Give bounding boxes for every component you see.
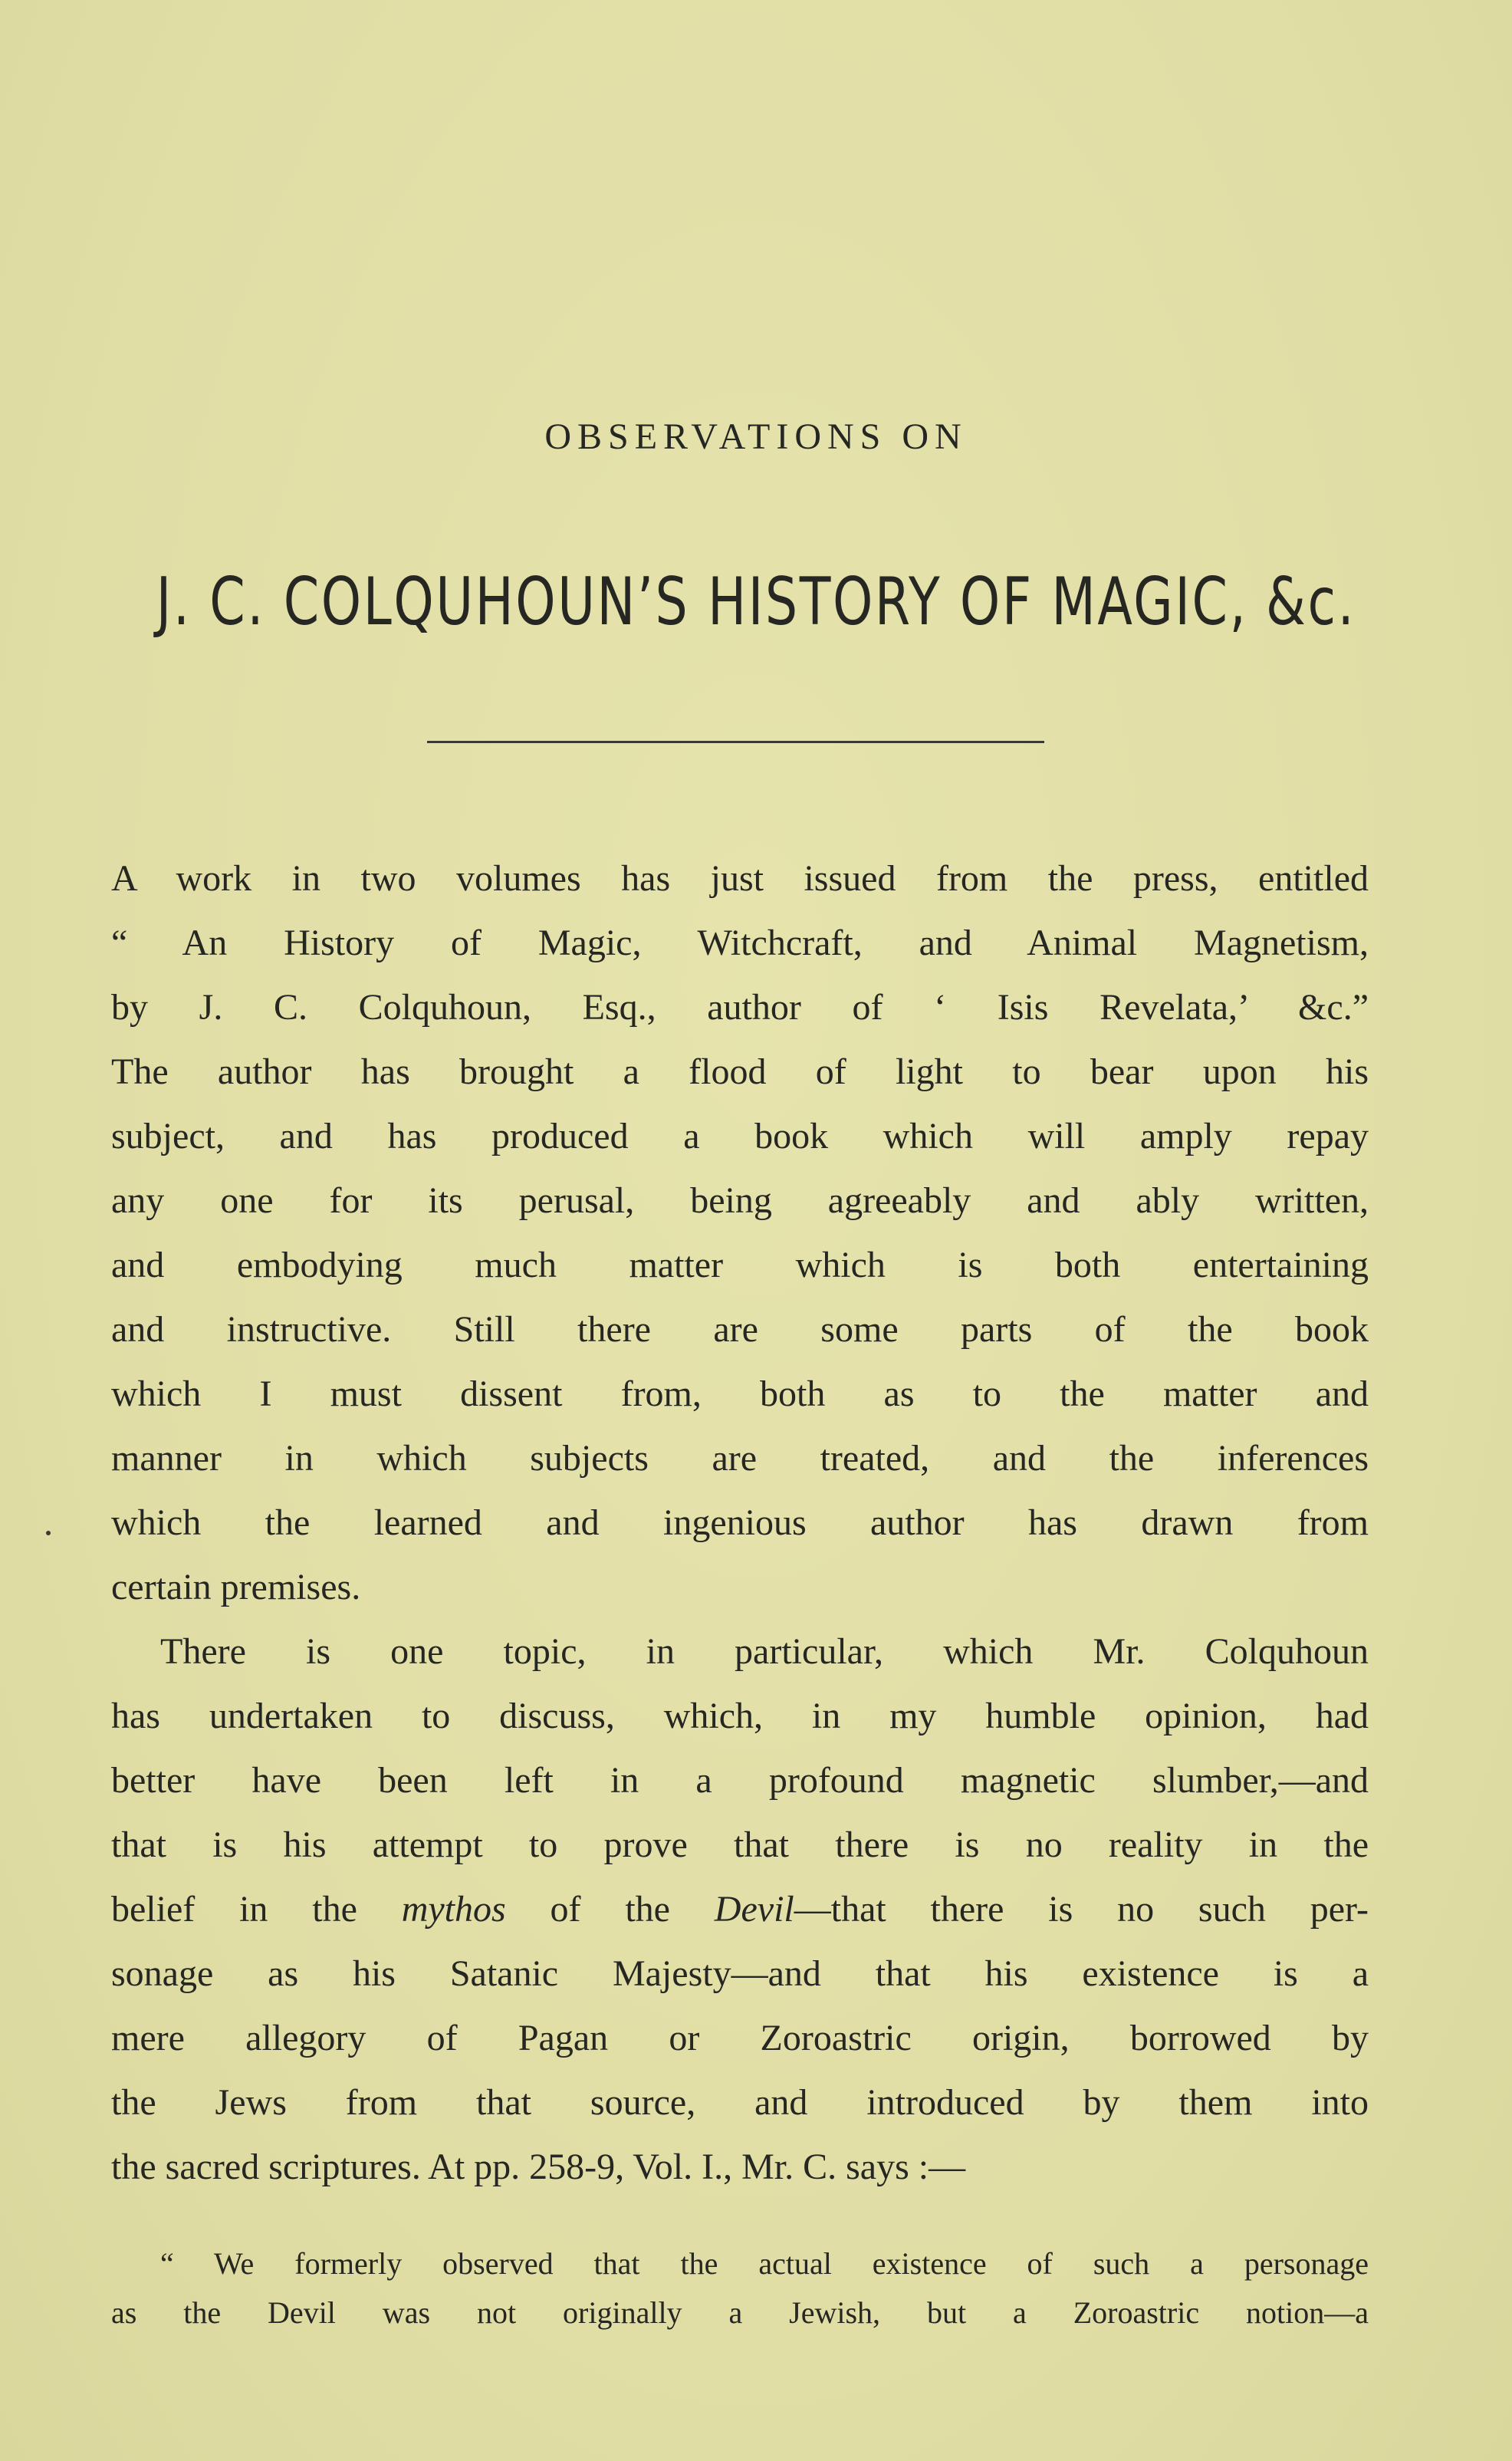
text-line: A work in two volumes has just issued from the press, entitled xyxy=(111,858,1369,899)
italic-mythos: mythos xyxy=(401,1889,506,1930)
text-line: by J. C. Colquhoun, Esq., author of ‘ Isis Revelata,’ &c.” xyxy=(111,987,1369,1028)
text-line-mixed xyxy=(111,1877,1369,1942)
text-line: mere allegory of Pagan or Zoroastric origin, borrowed by xyxy=(111,2018,1369,2058)
text-line: that is his attempt to prove that there is no reality in the xyxy=(111,1824,1369,1865)
text-span: belief in the xyxy=(111,1889,357,1930)
supertitle: OBSERVATIONS ON xyxy=(544,416,968,457)
text-line: has undertaken to discuss, which, in my humble opinion, had xyxy=(111,1696,1369,1736)
text-line: which I must dissent from, both as to the matter and xyxy=(111,1374,1369,1414)
text-line: manner in which subjects are treated, and the inferences xyxy=(111,1438,1369,1479)
title-rule xyxy=(427,741,1044,743)
block-quote xyxy=(111,2239,1369,2338)
text-line: “ An History of Magic, Witchcraft, and Animal Magnetism, xyxy=(111,923,1369,963)
text-line: the sacred scriptures. At pp. 258-9, Vol. I., Mr. C. says :— xyxy=(111,2147,966,2187)
text-line: sonage as his Satanic Majesty—and that his existence is a xyxy=(111,1953,1369,1994)
text-line: certain premises. xyxy=(111,1567,361,1607)
quote-line: as the Devil was not originally a Jewish, but a Zoroastric notion—a xyxy=(111,2295,1369,2330)
text-line: which the learned and ingenious author has drawn from xyxy=(111,1502,1369,1543)
text-line: any one for its perusal, being agreeably and ably written, xyxy=(111,1180,1369,1221)
text-line: and instructive. Still there are some parts of the book xyxy=(111,1309,1369,1350)
text-line: the Jews from that source, and introduced by them into xyxy=(111,2082,1369,2123)
text-line: and embodying much matter which is both entertaining xyxy=(111,1245,1369,1285)
text-line: There is one topic, in particular, which Mr. Colquhoun xyxy=(160,1631,1369,1672)
page-title: J. C. COLQUHOUN’S HISTORY OF MAGIC, &c. xyxy=(156,564,1356,640)
text-line: subject, and has produced a book which will amply repay xyxy=(111,1116,1369,1156)
paragraph-1 xyxy=(111,847,1369,1620)
paragraph-2 xyxy=(111,1620,1369,2199)
quote-line: “ We formerly observed that the actual existence of such a personage xyxy=(160,2246,1369,2281)
text-span: —that there is no such per- xyxy=(794,1889,1369,1930)
text-line: better have been left in a profound magnetic slumber,—and xyxy=(111,1760,1369,1801)
text-line: The author has brought a flood of light to bear upon his xyxy=(111,1051,1369,1092)
italic-devil: Devil xyxy=(714,1889,794,1930)
text-span: of the xyxy=(550,1889,670,1930)
margin-mark xyxy=(46,1531,51,1535)
